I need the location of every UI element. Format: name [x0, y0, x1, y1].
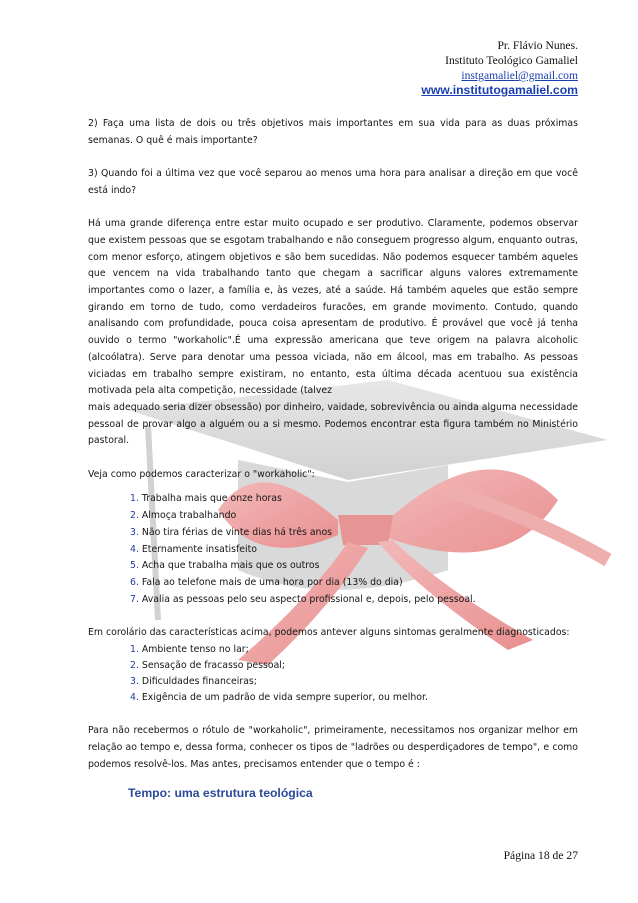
symptoms-intro: Em corolário das características acima, podemos antever alguns sintomas geralmente diagnosticados:	[88, 627, 570, 639]
list-item: 4. Eternamente insatisfeito	[130, 543, 257, 555]
main-paragraph-part2: mais adequado seria dizer obsessão) por dinheiro, vaidade, sobrevivência ou ainda alguma necessidade pessoal de provar algo a alguém ou a si mesmo. Podemos encontrar esta figura também no Ministério pastoral.	[88, 401, 578, 447]
question-3: 3) Quando foi a última vez que você separou ao menos uma hora para analisar a direção em que você está indo?	[88, 168, 578, 196]
list-item: 3. Dificuldades financeiras;	[130, 676, 257, 688]
page-header	[421, 38, 578, 98]
question-2: 2) Faça uma lista de dois ou três objetivos mais importantes em sua vida para as duas próximas semanas. O quê é mais importante?	[88, 118, 578, 146]
institute-name: Instituto Teológico Gamaliel	[445, 54, 578, 67]
list-item: 5. Acha que trabalha mais que os outros	[130, 560, 320, 572]
list-item: 4. Exigência de um padrão de vida sempre superior, ou melhor.	[130, 692, 428, 704]
section-title: Tempo: uma estrutura teológica	[128, 786, 313, 801]
website-link[interactable]: www.institutogamaliel.com	[421, 83, 578, 97]
list-item: 2. Sensação de fracasso pessoal;	[130, 659, 286, 671]
workaholic-list	[88, 491, 578, 608]
document-body	[88, 116, 578, 802]
email-link[interactable]: instgamaliel@gmail.com	[461, 69, 578, 82]
workaholic-intro: Veja como podemos caracterizar o "workaholic":	[88, 468, 315, 480]
main-paragraph-part1: Há uma grande diferença entre estar muito ocupado e ser produtivo. Claramente, podemos observar que existem pessoas que se esgotam trabalhando e não conseguem progresso algum, enquanto outras, com menor esforço, atingem objetivos e são bem sucedidas. Não podemos esquecer também aqueles que vencem na vida trabalhando tanto que chegam a sacrificar alguns valores extremamente importantes como o lazer, a família e, às vezes, até a saúde. Há também aqueles que estão sempre girando em torno de tudo, como verdadeiros furacões, em grande movimento. Contudo, quando analisando com profundidade, pouca coisa apresentam de produtivo. É provável que você já tenha ouvido o termo "workaholic".É uma expressão americana que teve origem na palavra alcoholic (alcoólatra). Serve para denotar uma pessoa viciada, não em álcool, mas em trabalho. As pessoas viciadas em trabalho sempre existiram, no entanto, esta última década acentuou sua existência motivada pela alta competição, necessidade (talvez	[88, 218, 578, 397]
list-item: 3. Não tira férias de vinte dias há três anos	[130, 526, 333, 538]
author-name: Pr. Flávio Nunes.	[497, 39, 578, 52]
list-item: 1. Ambiente tenso no lar;	[130, 643, 249, 655]
list-item: 7. Avalia as pessoas pelo seu aspecto profissional e, depois, pelo pessoal.	[130, 593, 476, 605]
page-number: Página 18 de 27	[503, 849, 578, 862]
list-item: 6. Fala ao telefone mais de uma hora por dia (13% do dia)	[130, 576, 403, 588]
symptoms-list	[88, 642, 578, 707]
list-item: 1. Trabalha mais que onze horas	[130, 493, 282, 505]
list-item: 2. Almoça trabalhando	[130, 510, 237, 522]
closing-paragraph: Para não recebermos o rótulo de "workaholic", primeiramente, necessitamos nos organizar melhor em relação ao tempo e, dessa forma, conhecer os tipos de "ladrões ou desperdiçadores de tempo", e como podemos resolvê-los. Mas antes, precisamos entender que o tempo é :	[88, 725, 578, 770]
